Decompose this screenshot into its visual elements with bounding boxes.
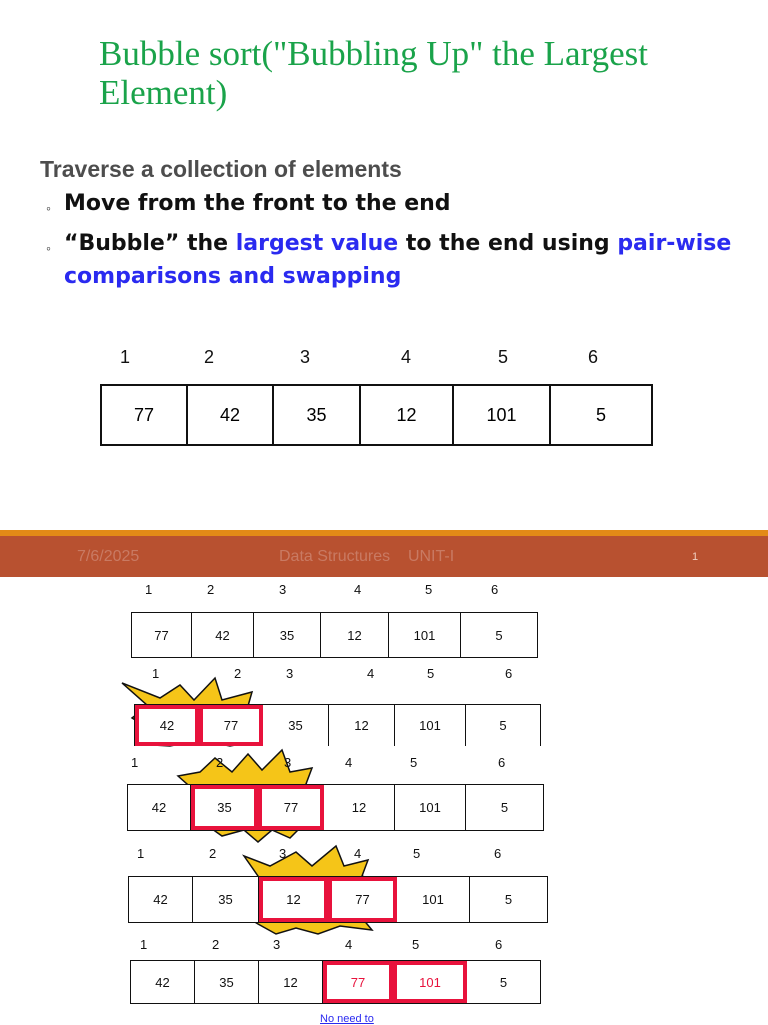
main-index: 6 <box>588 347 599 367</box>
step-index: 5 <box>427 666 435 681</box>
array-cell: 101 <box>395 785 466 830</box>
array-cell: 12 <box>324 785 395 830</box>
array-cell: 42 <box>131 961 195 1003</box>
bullet-1: Move from the front to the end <box>64 191 451 216</box>
array-cell: 101 <box>454 386 551 444</box>
array-cell: 5 <box>595 404 606 425</box>
bullet-2-highlight-b: pair-wise <box>617 231 732 256</box>
footer-page-number: 1 <box>692 551 699 563</box>
array-cell: 35 <box>254 613 321 657</box>
step-index: 3 <box>284 755 292 770</box>
step-5-array <box>130 960 541 1004</box>
step-index: 4 <box>345 755 353 770</box>
step-index: 6 <box>505 666 513 681</box>
array-cell: 5 <box>499 974 508 990</box>
array-cell: 12 <box>321 613 389 657</box>
step-index: 3 <box>286 666 294 681</box>
array-cell: 101 <box>397 877 470 922</box>
step-index: 5 <box>413 846 421 861</box>
step-index: 2 <box>212 937 220 952</box>
array-cell: 5 <box>500 800 509 815</box>
step-index: 2 <box>234 666 242 681</box>
main-index: 4 <box>401 347 412 367</box>
step-index: 4 <box>345 937 353 952</box>
step-index: 5 <box>425 582 433 597</box>
swap-highlight-cell: 77 <box>323 961 393 1003</box>
main-index: 1 <box>120 347 131 367</box>
step-index: 3 <box>279 582 287 597</box>
step-1-array <box>131 612 538 658</box>
array-cell: 42 <box>129 877 193 922</box>
note-link[interactable]: No need to <box>320 1013 374 1025</box>
array-cell: 35 <box>193 877 259 922</box>
main-index: 5 <box>498 347 509 367</box>
array-cell: 12 <box>259 961 323 1003</box>
step-index: 1 <box>140 937 148 952</box>
step-index: 3 <box>279 846 287 861</box>
step-index: 1 <box>145 582 153 597</box>
array-cell: 35 <box>274 386 361 444</box>
swap-highlight-cell: 12 <box>259 877 328 922</box>
bullet-2-line-2: comparisons and swapping <box>64 264 402 289</box>
main-index: 3 <box>300 347 311 367</box>
bullet-marker-2: ◦ <box>46 240 51 256</box>
array-cell: 77 <box>132 613 192 657</box>
footer-course: Data Structures UNIT-I <box>279 548 455 565</box>
step-index: 1 <box>137 846 145 861</box>
step-index: 4 <box>354 846 362 861</box>
step-index: 2 <box>209 846 217 861</box>
array-cell: 35 <box>195 961 259 1003</box>
array-cell: 5 <box>499 718 507 733</box>
step-index: 1 <box>131 755 139 770</box>
step-index: 5 <box>412 937 420 952</box>
bullet-2-text-b: to the end using <box>398 231 618 256</box>
swap-highlight-cell: 77 <box>328 877 397 922</box>
array-cell: 42 <box>188 386 274 444</box>
step-index: 3 <box>273 937 281 952</box>
bullet-marker-1: ◦ <box>46 200 51 216</box>
step-index: 4 <box>354 582 362 597</box>
array-cell: 101 <box>389 613 461 657</box>
step-index: 1 <box>152 666 160 681</box>
step-2-array <box>134 704 541 746</box>
step-4-array <box>128 876 548 923</box>
array-cell: 5 <box>504 892 513 907</box>
array-cell: 12 <box>329 705 395 746</box>
swap-highlight-cell: 35 <box>191 785 258 830</box>
footer-date: 7/6/2025 <box>77 548 140 565</box>
main-index: 2 <box>204 347 215 367</box>
step-index: 2 <box>207 582 215 597</box>
step-index: 4 <box>367 666 375 681</box>
array-cell: 42 <box>192 613 254 657</box>
array-cell: 42 <box>128 785 191 830</box>
array-cell: 12 <box>361 386 454 444</box>
step-index: 5 <box>410 755 418 770</box>
array-cell: 35 <box>263 705 329 746</box>
bullet-2-text-a: “Bubble” the <box>64 231 236 256</box>
step-3-array <box>127 784 544 831</box>
subheading: Traverse a collection of elements <box>40 156 402 182</box>
array-cell: 77 <box>102 386 188 444</box>
swap-highlight-cell: 101 <box>393 961 467 1003</box>
step-index: 6 <box>491 582 499 597</box>
bullet-2-highlight-a: largest value <box>235 231 399 256</box>
swap-highlight-cell: 77 <box>199 705 263 746</box>
array-cell: 101 <box>395 705 466 746</box>
swap-highlight-cell: 77 <box>258 785 324 830</box>
slide-title: Bubble sort("Bubbling Up" the Largest Element) <box>99 34 648 112</box>
step-index: 6 <box>495 937 503 952</box>
array-cell: 5 <box>495 627 503 643</box>
step-index: 6 <box>498 755 506 770</box>
step-index: 6 <box>494 846 502 861</box>
step-index: 2 <box>216 755 224 770</box>
swap-highlight-cell: 42 <box>135 705 199 746</box>
